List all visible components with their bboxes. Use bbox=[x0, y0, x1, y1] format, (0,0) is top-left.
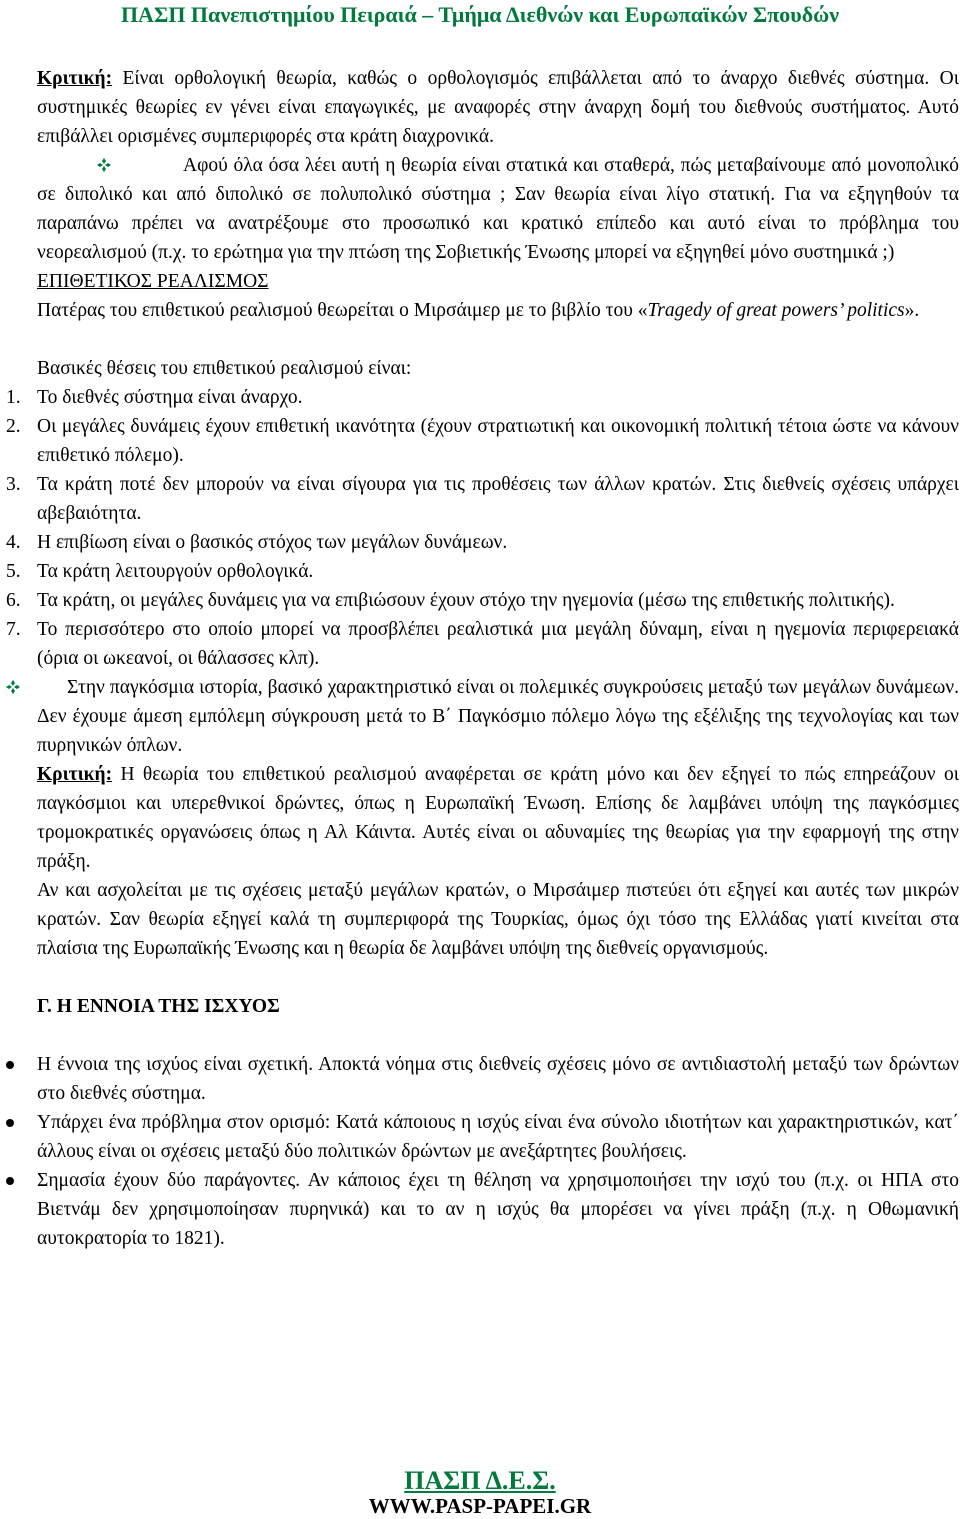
list-number: 4. bbox=[6, 532, 21, 553]
bullet-text: Αφού όλα όσα λέει αυτή η θεωρία είναι στατικά και σταθερά, πώς μεταβαίνουμε από μονοπολικό σε διπολικό και από διπολικό σε πολυπολικό σύστημα ; Σαν θεωρία είναι λίγο στατική. Για να εξηγηθούν τα παραπάνω πρέπει να ανατρέξουμε στο προσωπικό και κρατικό επίπεδο και αυτό είναι το πρόβλημα του νεορεαλισμού (π.χ. το ερώτημα για την πτώση της Σοβιετικής Ένωσης μπορεί να εξηγηθεί μόνο συστημικά ;) bbox=[37, 155, 959, 263]
list-text: Τα κράτη ποτέ δεν μπορούν να είναι σίγουρα για τις προθέσεις των άλλων κρατών. Στις διεθνείς σχέσεις υπάρχει αβεβαιότητα. bbox=[37, 474, 959, 524]
diamond-bullet-icon bbox=[97, 158, 111, 172]
bullet-dot-icon bbox=[6, 1177, 14, 1185]
list-number: 3. bbox=[6, 474, 21, 495]
critique-label: Κριτική: bbox=[37, 764, 113, 785]
history-paragraph bbox=[37, 673, 959, 760]
offensive-critique-paragraph bbox=[37, 760, 959, 876]
list-item bbox=[6, 412, 959, 470]
footer-website-link[interactable]: WWW.PASP-PAPEI.GR bbox=[368, 1494, 592, 1518]
closing-paragraph: Αν και ασχολείται με τις σχέσεις μεταξύ μεγάλων κρατών, ο Μιρσάιμερ πιστεύει ότι εξηγεί και αυτές των μικρών κρατών. Σαν θεωρία εξηγεί καλά τη συμπεριφορά της Τουρκίας, όμως όχι τόσο της Ελλάδας γιατί κινείται στα πλαίσια της Ευρωπαϊκής Ένωσης και η θεωρία δε λαμβάνει υπόψη της διεθνείς οργανισμούς. bbox=[37, 880, 959, 959]
offensive-realism-title: ΕΠΙΘΕΤΙΚΟΣ ΡΕΑΛΙΣΜΟΣ bbox=[37, 271, 269, 292]
list-number: 2. bbox=[6, 416, 21, 437]
bullet-dot-icon bbox=[6, 1061, 14, 1069]
bullet-text: Σημασία έχουν δύο παράγοντες. Αν κάποιος έχει τη θέληση να χρησιμοποιήσει την ισχύ του (π.χ. οι ΗΠΑ στο Βιετνάμ δεν χρησιμοποίησαν πυρηνικά) και το αν η ισχύς θα μπορέσει να γίνει πράξη (π.χ. η Οθωμανική αυτοκρατορία το 1821). bbox=[37, 1170, 959, 1249]
bullet-text: Η έννοια της ισχύος είναι σχετική. Αποκτά νόημα στις διεθνείς σχέσεις μόνο σε αντιδιαστολή μεταξύ των δρώντων στο διεθνές σύστημα. bbox=[37, 1054, 959, 1104]
list-item bbox=[6, 586, 959, 615]
intro-bullet-paragraph bbox=[37, 151, 959, 267]
list-item bbox=[6, 615, 959, 673]
history-text: Στην παγκόσμια ιστορία, βασικό χαρακτηριστικό είναι οι πολεμικές συγκρούσεις μεταξύ των μεγάλων δυνάμεων. Δεν έχουμε άμεση εμπόλεμη σύγκρουση μετά το Β΄ Παγκόσμιο πόλεμο λόγω της εξέλιξης της τεχνολογίας και των πυρηνικών όπλων. bbox=[37, 677, 959, 756]
basics-intro: Βασικές θέσεις του επιθετικού ρεαλισμού είναι: bbox=[37, 358, 412, 379]
critique-label: Κριτική: bbox=[37, 68, 113, 89]
list-item bbox=[6, 383, 959, 412]
list-item bbox=[37, 1050, 959, 1108]
list-text: Το περισσότερο στο οποίο μπορεί να προσβλέπει ρεαλιστικά μια μεγάλη δύναμη, είναι η ηγεμονία περιφερειακά (όρια οι ωκεανοί, οι θάλασσες κλπ). bbox=[37, 619, 959, 669]
section-heading: Γ. Η ΕΝΝΟΙΑ ΤΗΣ ΙΣΧΥΟΣ bbox=[37, 996, 280, 1017]
list-text: Το διεθνές σύστημα είναι άναρχο. bbox=[37, 387, 303, 408]
father-paragraph bbox=[37, 296, 959, 325]
intro-critique-paragraph bbox=[37, 64, 959, 151]
father-text: Πατέρας του επιθετικού ρεαλισμού θεωρείται ο Μιρσάιμερ με το βιβλίο του « bbox=[37, 300, 648, 321]
footer-title: ΠΑΣΠ Δ.Ε.Σ. bbox=[404, 1466, 556, 1495]
book-title: Tragedy of great powers’ politics bbox=[647, 300, 905, 321]
document-body bbox=[6, 64, 959, 1253]
list-item bbox=[6, 470, 959, 528]
list-item bbox=[37, 1108, 959, 1166]
diamond-bullet-icon bbox=[6, 674, 20, 703]
page-header-title: ΠΑΣΠ Πανεπιστημίου Πειραιά – Τμήμα Διεθνών και Ευρωπαϊκών Σπουδών bbox=[120, 2, 840, 27]
father-end: ». bbox=[904, 300, 920, 321]
list-text: Τα κράτη λειτουργούν ορθολογικά. bbox=[37, 561, 314, 582]
bullet-text: Υπάρχει ένα πρόβλημα στον ορισμό: Κατά κάποιους η ισχύς είναι ένα σύνολο ιδιοτήτων και χαρακτηριστικών, κατ΄ άλλους είναι οι σχέσεις μεταξύ δύο πολιτικών δρώντων με ανεξάρτητες βουλήσεις. bbox=[37, 1112, 959, 1162]
list-number: 1. bbox=[6, 387, 21, 408]
critique-text: Η θεωρία του επιθετικού ρεαλισμού αναφέρεται σε κράτη μόνο και δεν εξηγεί το πώς επηρεάζουν οι παγκόσμιοι και υπερεθνικοί δρώντες, όπως η Ευρωπαϊκή Ένωση. Επίσης δε λαμβάνει υπόψη της παγκόσμιες τρομοκρατικές οργανώσεις όπως η Αλ Κάιντα. Αυτές είναι οι αδυναμίες της θεωρίας για την εφαρμογή της στην πράξη. bbox=[37, 764, 959, 872]
list-text: Οι μεγάλες δυνάμεις έχουν επιθετική ικανότητα (έχουν στρατιωτική και οικονομική πολιτική τέτοια ώστε να κάνουν επιθετικό πόλεμο). bbox=[37, 416, 959, 466]
list-number: 7. bbox=[6, 619, 21, 640]
list-item bbox=[37, 1166, 959, 1253]
list-number: 5. bbox=[6, 561, 21, 582]
bullet-dot-icon bbox=[6, 1119, 14, 1127]
critique-text: Είναι ορθολογική θεωρία, καθώς ο ορθολογισμός επιβάλλεται από το άναρχο διεθνές σύστημα. Οι συστημικές θεωρίες εν γένει είναι επαγωγικές, με αναφορές στην άναρχη δομή του διεθνούς συστήματος. Αυτό επιβάλλει ορισμένες συμπεριφορές στα κράτη διαχρονικά. bbox=[37, 68, 959, 147]
list-item bbox=[6, 528, 959, 557]
list-number: 6. bbox=[6, 590, 21, 611]
list-text: Η επιβίωση είναι ο βασικός στόχος των μεγάλων δυνάμεων. bbox=[37, 532, 508, 553]
list-item bbox=[6, 557, 959, 586]
list-text: Τα κράτη, οι μεγάλες δυνάμεις για να επιβιώσουν έχουν στόχο την ηγεμονία (μέσω της επιθετικής πολιτικής). bbox=[37, 590, 895, 611]
